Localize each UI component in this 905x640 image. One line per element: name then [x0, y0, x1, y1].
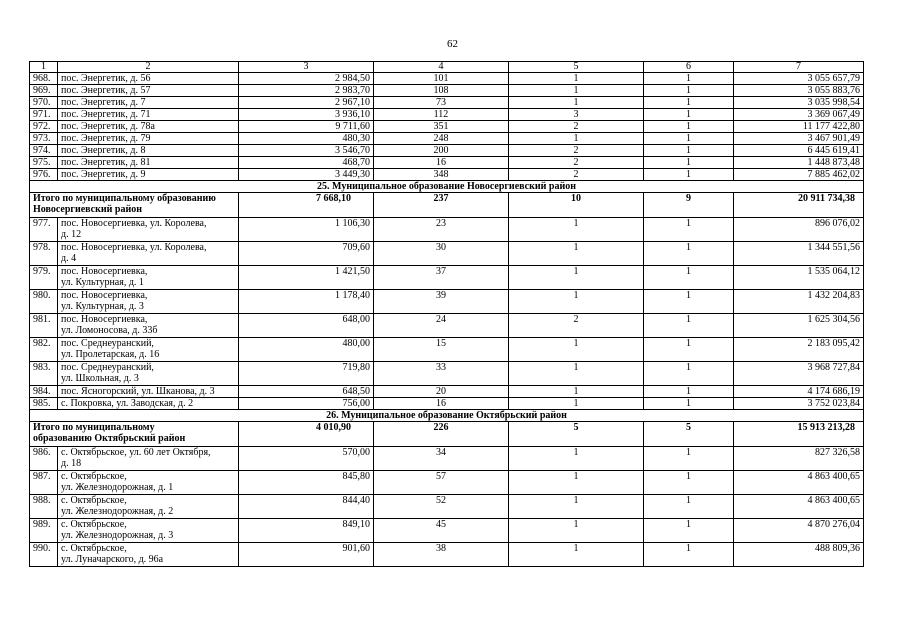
total-residents: 226: [374, 422, 509, 447]
col5-cell: 1: [509, 471, 644, 495]
residents-cell: 16: [374, 157, 509, 169]
residents-cell: 38: [374, 543, 509, 567]
area-cell: 480,00: [239, 338, 374, 362]
address-line: пос. Энергетик, д. 81: [61, 157, 151, 168]
col6-cell: 1: [644, 145, 734, 157]
residents-cell: 108: [374, 85, 509, 97]
col5-cell: 1: [509, 543, 644, 567]
address-cell: [58, 338, 239, 362]
table-row: [30, 85, 864, 97]
area-cell: 1 106,30: [239, 218, 374, 242]
row-number: 976.: [30, 169, 58, 181]
table-row: [30, 386, 864, 398]
area-cell: 756,00: [239, 398, 374, 410]
address-cell: [58, 157, 239, 169]
cost-cell: 3 968 727,84: [734, 362, 864, 386]
row-number: 973.: [30, 133, 58, 145]
address-cell: [58, 218, 239, 242]
address-line: ул. Ломоносова, д. 33б: [61, 325, 158, 336]
col5-cell: 1: [509, 266, 644, 290]
table-row: [30, 169, 864, 181]
residents-cell: 200: [374, 145, 509, 157]
cost-cell: 1 432 204,83: [734, 290, 864, 314]
total-cost: 20 911 734,38: [734, 193, 864, 218]
header-cell: 2: [58, 62, 239, 73]
cost-cell: 4 870 276,04: [734, 519, 864, 543]
cost-cell: 896 076,02: [734, 218, 864, 242]
area-cell: 1 178,40: [239, 290, 374, 314]
row-number: 982.: [30, 338, 58, 362]
total-col5: 10: [509, 193, 644, 218]
address-cell: [58, 447, 239, 471]
residents-cell: 33: [374, 362, 509, 386]
row-number: 968.: [30, 73, 58, 85]
housing-register-table: [29, 61, 864, 567]
table-row: [30, 471, 864, 495]
row-number: 990.: [30, 543, 58, 567]
col6-cell: 1: [644, 109, 734, 121]
col5-cell: 1: [509, 73, 644, 85]
total-area: 4 010,90: [239, 422, 374, 447]
address-line: пос. Ясногорский, ул. Шканова, д. 3: [61, 386, 215, 397]
address-line: ул. Железнодорожная, д. 1: [61, 482, 174, 493]
address-line: пос. Среднеуранский,: [61, 338, 154, 349]
table-row: [30, 97, 864, 109]
address-cell: [58, 386, 239, 398]
residents-cell: 351: [374, 121, 509, 133]
col5-cell: 1: [509, 362, 644, 386]
area-cell: 468,70: [239, 157, 374, 169]
row-number: 989.: [30, 519, 58, 543]
col5-cell: 2: [509, 314, 644, 338]
col5-cell: 1: [509, 338, 644, 362]
residents-cell: 20: [374, 386, 509, 398]
address-line: с. Октябрьское,: [61, 495, 127, 506]
address-line: пос. Энергетик, д. 7: [61, 97, 146, 108]
col6-cell: 1: [644, 495, 734, 519]
address-line: пос. Энергетик, д. 78а: [61, 121, 155, 132]
address-cell: [58, 398, 239, 410]
address-cell: [58, 543, 239, 567]
col6-cell: 1: [644, 85, 734, 97]
col5-cell: 1: [509, 398, 644, 410]
table-row: [30, 495, 864, 519]
col5-cell: 2: [509, 145, 644, 157]
table-row: [30, 218, 864, 242]
subtotal-label: [30, 193, 239, 218]
total-col5: 5: [509, 422, 644, 447]
row-number: 986.: [30, 447, 58, 471]
area-cell: 648,00: [239, 314, 374, 338]
cost-cell: 3 752 023,84: [734, 398, 864, 410]
area-cell: 719,80: [239, 362, 374, 386]
address-line: пос. Энергетик, д. 57: [61, 85, 151, 96]
area-cell: 3 449,30: [239, 169, 374, 181]
subtotal-row: [30, 422, 864, 447]
residents-cell: 45: [374, 519, 509, 543]
col6-cell: 1: [644, 73, 734, 85]
address-cell: [58, 109, 239, 121]
address-line: пос. Новосергиевка,: [61, 314, 148, 325]
cost-cell: 4 174 686,19: [734, 386, 864, 398]
area-cell: 2 984,50: [239, 73, 374, 85]
header-cell: 5: [509, 62, 644, 73]
address-line: ул. Школьная, д. 3: [61, 373, 139, 384]
cost-cell: 3 369 067,49: [734, 109, 864, 121]
col6-cell: 1: [644, 242, 734, 266]
cost-cell: 1 625 304,56: [734, 314, 864, 338]
residents-cell: 73: [374, 97, 509, 109]
col6-cell: 1: [644, 519, 734, 543]
col5-cell: 3: [509, 109, 644, 121]
col6-cell: 1: [644, 398, 734, 410]
address-line: с. Октябрьское, ул. 60 лет Октября,: [61, 447, 211, 458]
subtotal-label-line: образованию Октябрьский район: [33, 433, 186, 444]
cost-cell: 488 809,36: [734, 543, 864, 567]
address-cell: [58, 85, 239, 97]
section-title: 26. Муниципальное образование Октябрьский район: [30, 410, 864, 422]
column-number-row: [30, 62, 864, 73]
col6-cell: 1: [644, 157, 734, 169]
address-line: пос. Энергетик, д. 8: [61, 145, 146, 156]
col5-cell: 1: [509, 386, 644, 398]
col6-cell: 1: [644, 97, 734, 109]
row-number: 980.: [30, 290, 58, 314]
row-number: 970.: [30, 97, 58, 109]
residents-cell: 23: [374, 218, 509, 242]
table-row: [30, 314, 864, 338]
total-area: 7 668,10: [239, 193, 374, 218]
address-line: пос. Энергетик, д. 79: [61, 133, 151, 144]
table-row: [30, 73, 864, 85]
cost-cell: 7 885 462,02: [734, 169, 864, 181]
col5-cell: 1: [509, 85, 644, 97]
header-cell: 3: [239, 62, 374, 73]
cost-cell: 4 863 400,65: [734, 471, 864, 495]
col6-cell: 1: [644, 471, 734, 495]
table-row: [30, 519, 864, 543]
address-line: с. Октябрьское,: [61, 519, 127, 530]
area-cell: 3 546,70: [239, 145, 374, 157]
address-line: ул. Железнодорожная, д. 2: [61, 506, 174, 517]
cost-cell: 827 326,58: [734, 447, 864, 471]
address-cell: [58, 145, 239, 157]
col6-cell: 1: [644, 218, 734, 242]
row-number: 983.: [30, 362, 58, 386]
col5-cell: 1: [509, 495, 644, 519]
residents-cell: 248: [374, 133, 509, 145]
total-col6: 9: [644, 193, 734, 218]
section-title: 25. Муниципальное образование Новосергиевский район: [30, 181, 864, 193]
cost-cell: 3 035 998,54: [734, 97, 864, 109]
table-row: [30, 338, 864, 362]
cost-cell: 11 177 422,80: [734, 121, 864, 133]
residents-cell: 15: [374, 338, 509, 362]
cost-cell: 1 344 551,56: [734, 242, 864, 266]
table-row: [30, 290, 864, 314]
row-number: 969.: [30, 85, 58, 97]
col5-cell: 1: [509, 447, 644, 471]
row-number: 981.: [30, 314, 58, 338]
col6-cell: 1: [644, 121, 734, 133]
col5-cell: 1: [509, 218, 644, 242]
address-cell: [58, 121, 239, 133]
area-cell: 2 967,10: [239, 97, 374, 109]
col5-cell: 1: [509, 519, 644, 543]
col6-cell: 1: [644, 447, 734, 471]
address-cell: [58, 97, 239, 109]
address-line: с. Октябрьское,: [61, 471, 127, 482]
residents-cell: 39: [374, 290, 509, 314]
subtotal-label-line: Итого по муниципальному: [33, 422, 155, 433]
table-body: [30, 62, 864, 567]
address-cell: [58, 362, 239, 386]
area-cell: 1 421,50: [239, 266, 374, 290]
area-cell: 709,60: [239, 242, 374, 266]
address-cell: [58, 73, 239, 85]
subtotal-label-line: Новосергиевский район: [33, 204, 142, 215]
residents-cell: 30: [374, 242, 509, 266]
table-row: [30, 121, 864, 133]
residents-cell: 112: [374, 109, 509, 121]
col6-cell: 1: [644, 290, 734, 314]
cost-cell: 1 535 064,12: [734, 266, 864, 290]
col6-cell: 1: [644, 338, 734, 362]
col6-cell: 1: [644, 543, 734, 567]
area-cell: 648,50: [239, 386, 374, 398]
table-row: [30, 266, 864, 290]
col6-cell: 1: [644, 169, 734, 181]
address-line: пос. Новосергиевка, ул. Королева,: [61, 242, 207, 253]
area-cell: 570,00: [239, 447, 374, 471]
row-number: 971.: [30, 109, 58, 121]
col5-cell: 2: [509, 121, 644, 133]
address-line: пос. Энергетик, д. 56: [61, 73, 151, 84]
row-number: 972.: [30, 121, 58, 133]
address-line: ул. Луначарского, д. 96а: [61, 554, 164, 565]
address-cell: [58, 169, 239, 181]
area-cell: 9 711,60: [239, 121, 374, 133]
row-number: 977.: [30, 218, 58, 242]
col6-cell: 1: [644, 133, 734, 145]
residents-cell: 34: [374, 447, 509, 471]
row-number: 979.: [30, 266, 58, 290]
address-line: пос. Новосергиевка,: [61, 266, 148, 277]
subtotal-label-line: Итого по муниципальному образованию: [33, 193, 216, 204]
residents-cell: 101: [374, 73, 509, 85]
address-line: ул. Культурная, д. 3: [61, 301, 144, 312]
address-line: д. 18: [61, 458, 82, 469]
address-cell: [58, 314, 239, 338]
area-cell: 901,60: [239, 543, 374, 567]
cost-cell: 3 055 883,76: [734, 85, 864, 97]
address-cell: [58, 290, 239, 314]
address-line: пос. Среднеуранский,: [61, 362, 154, 373]
address-cell: [58, 266, 239, 290]
address-line: с. Октябрьское,: [61, 543, 127, 554]
area-cell: 480,30: [239, 133, 374, 145]
row-number: 978.: [30, 242, 58, 266]
residents-cell: 16: [374, 398, 509, 410]
table-row: [30, 109, 864, 121]
table-row: [30, 242, 864, 266]
row-number: 987.: [30, 471, 58, 495]
row-number: 974.: [30, 145, 58, 157]
address-line: д. 12: [61, 229, 82, 240]
total-cost: 15 913 213,28: [734, 422, 864, 447]
area-cell: 3 936,10: [239, 109, 374, 121]
cost-cell: 3 467 901,49: [734, 133, 864, 145]
address-line: пос. Энергетик, д. 9: [61, 169, 146, 180]
subtotal-label: [30, 422, 239, 447]
header-cell: 1: [30, 62, 58, 73]
address-line: д. 4: [61, 253, 77, 264]
col6-cell: 1: [644, 314, 734, 338]
residents-cell: 348: [374, 169, 509, 181]
area-cell: 849,10: [239, 519, 374, 543]
col5-cell: 1: [509, 97, 644, 109]
row-number: 984.: [30, 386, 58, 398]
col5-cell: 1: [509, 133, 644, 145]
total-residents: 237: [374, 193, 509, 218]
subtotal-row: [30, 193, 864, 218]
col5-cell: 2: [509, 169, 644, 181]
table-row: [30, 133, 864, 145]
table-row: [30, 398, 864, 410]
address-line: пос. Энергетик, д. 71: [61, 109, 151, 120]
cost-cell: 2 183 095,42: [734, 338, 864, 362]
residents-cell: 57: [374, 471, 509, 495]
table-row: [30, 362, 864, 386]
address-cell: [58, 471, 239, 495]
page-number: 62: [447, 38, 458, 50]
header-cell: 6: [644, 62, 734, 73]
area-cell: 2 983,70: [239, 85, 374, 97]
table-row: [30, 447, 864, 471]
residents-cell: 52: [374, 495, 509, 519]
address-line: с. Покровка, ул. Заводская, д. 2: [61, 398, 194, 409]
cost-cell: 6 445 619,41: [734, 145, 864, 157]
header-cell: 4: [374, 62, 509, 73]
col6-cell: 1: [644, 386, 734, 398]
address-line: пос. Новосергиевка,: [61, 290, 148, 301]
area-cell: 844,40: [239, 495, 374, 519]
total-col6: 5: [644, 422, 734, 447]
area-cell: 845,80: [239, 471, 374, 495]
address-cell: [58, 519, 239, 543]
col6-cell: 1: [644, 362, 734, 386]
section-heading-row: [30, 410, 864, 422]
section-heading-row: [30, 181, 864, 193]
col6-cell: 1: [644, 266, 734, 290]
table-row: [30, 145, 864, 157]
row-number: 988.: [30, 495, 58, 519]
cost-cell: 4 863 400,65: [734, 495, 864, 519]
table-row: [30, 157, 864, 169]
address-line: ул. Пролетарская, д. 16: [61, 349, 160, 360]
address-line: пос. Новосергиевка, ул. Королева,: [61, 218, 207, 229]
row-number: 985.: [30, 398, 58, 410]
col5-cell: 1: [509, 242, 644, 266]
col5-cell: 1: [509, 290, 644, 314]
col5-cell: 2: [509, 157, 644, 169]
address-cell: [58, 133, 239, 145]
cost-cell: 1 448 873,48: [734, 157, 864, 169]
address-cell: [58, 242, 239, 266]
table-row: [30, 543, 864, 567]
address-line: ул. Культурная, д. 1: [61, 277, 144, 288]
cost-cell: 3 055 657,79: [734, 73, 864, 85]
residents-cell: 24: [374, 314, 509, 338]
address-cell: [58, 495, 239, 519]
row-number: 975.: [30, 157, 58, 169]
address-line: ул. Железнодорожная, д. 3: [61, 530, 174, 541]
residents-cell: 37: [374, 266, 509, 290]
header-cell: 7: [734, 62, 864, 73]
